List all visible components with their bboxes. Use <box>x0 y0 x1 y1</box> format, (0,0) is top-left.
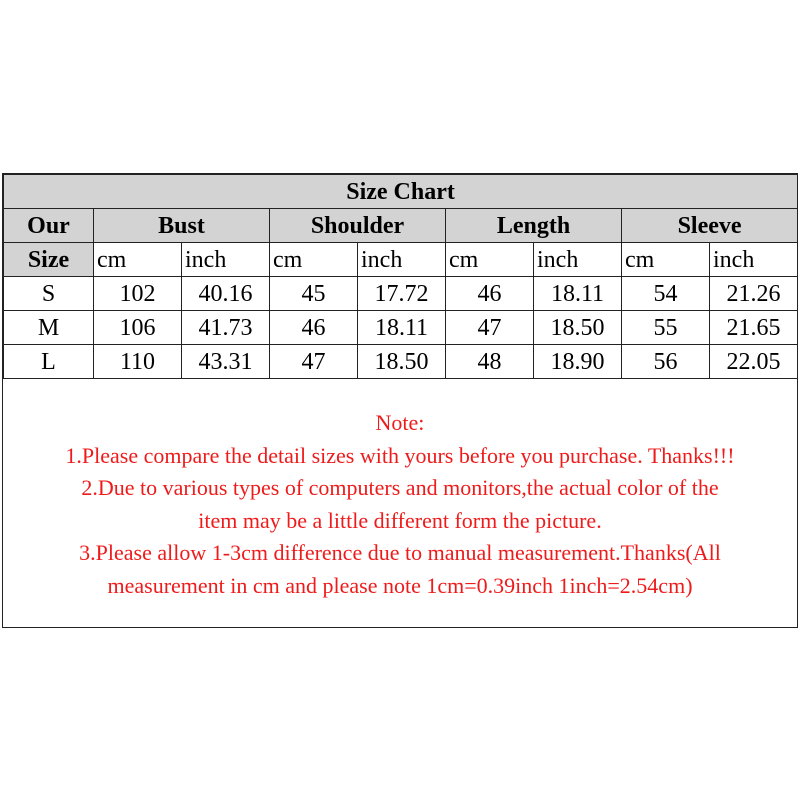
value-cell: 18.90 <box>534 345 622 379</box>
value-cell: 47 <box>446 311 534 345</box>
value-cell: 18.50 <box>358 345 446 379</box>
notes-heading: Note: <box>375 410 425 435</box>
value-cell: 47 <box>270 345 358 379</box>
size-table <box>3 174 798 379</box>
value-cell: 18.11 <box>534 277 622 311</box>
size-cell: M <box>4 311 94 345</box>
unit-cell: inch <box>534 243 622 277</box>
value-cell: 21.26 <box>710 277 798 311</box>
table-row <box>4 311 798 345</box>
header-length: Length <box>446 209 622 243</box>
value-cell: 55 <box>622 311 710 345</box>
size-cell: S <box>4 277 94 311</box>
value-cell: 18.50 <box>534 311 622 345</box>
unit-cell: cm <box>622 243 710 277</box>
value-cell: 17.72 <box>358 277 446 311</box>
value-cell: 40.16 <box>182 277 270 311</box>
value-cell: 48 <box>446 345 534 379</box>
note-line: measurement in cm and please note 1cm=0.39inch 1inch=2.54cm) <box>107 572 693 598</box>
value-cell: 46 <box>270 311 358 345</box>
value-cell: 106 <box>94 311 182 345</box>
value-cell: 56 <box>622 345 710 379</box>
unit-cell: cm <box>94 243 182 277</box>
note-line: 1.Please compare the detail sizes with yours before you purchase. Thanks!!! <box>65 442 735 468</box>
unit-cell: inch <box>358 243 446 277</box>
size-cell: L <box>4 345 94 379</box>
unit-cell: inch <box>710 243 798 277</box>
table-row <box>4 345 798 379</box>
note-line: 3.Please allow 1-3cm difference due to manual measurement.Thanks(All <box>79 540 721 565</box>
unit-cell: cm <box>446 243 534 277</box>
value-cell: 22.05 <box>710 345 798 379</box>
size-header-bottom: Size <box>4 243 94 277</box>
note-line: 2.Due to various types of computers and monitors,the actual color of the <box>81 475 719 500</box>
note-line: item may be a little different form the picture. <box>198 507 602 533</box>
value-cell: 18.11 <box>358 311 446 345</box>
unit-cell: inch <box>182 243 270 277</box>
value-cell: 43.31 <box>182 345 270 379</box>
chart-title: Size Chart <box>4 175 798 209</box>
header-bust: Bust <box>94 209 270 243</box>
unit-cell: cm <box>270 243 358 277</box>
size-chart <box>2 173 798 628</box>
header-shoulder: Shoulder <box>270 209 446 243</box>
table-row <box>4 277 798 311</box>
value-cell: 54 <box>622 277 710 311</box>
size-header-top: Our <box>4 209 94 243</box>
value-cell: 110 <box>94 345 182 379</box>
value-cell: 46 <box>446 277 534 311</box>
value-cell: 45 <box>270 277 358 311</box>
header-sleeve: Sleeve <box>622 209 798 243</box>
notes-section <box>3 379 797 602</box>
value-cell: 102 <box>94 277 182 311</box>
value-cell: 41.73 <box>182 311 270 345</box>
value-cell: 21.65 <box>710 311 798 345</box>
